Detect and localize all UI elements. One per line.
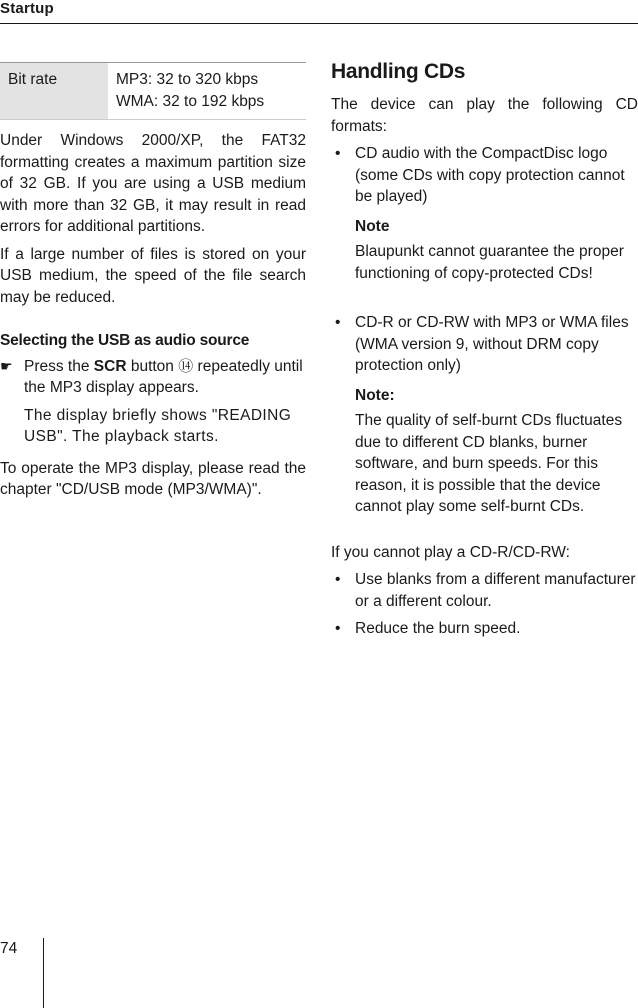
table-value-wma: WMA: 32 to 192 kbps: [116, 92, 265, 110]
step-text-post: repeatedly until the MP3 display appears.: [24, 357, 303, 396]
page-number: 74: [0, 940, 18, 957]
page-header-title: Startup: [0, 0, 54, 17]
left-column: [0, 62, 306, 501]
step-result-text: The display briefly shows "READING USB". The playback starts.: [24, 406, 292, 445]
usb-source-subheading: Selecting the USB as audio source: [0, 332, 250, 349]
pointing-hand-icon: ☛: [0, 357, 13, 374]
note-text: The quality of self-burnt CDs fluctuates due to different CD blanks, burner software, and burn speeds. For this reason, it is possible that the device cannot play some self-burnt CDs.: [355, 412, 623, 515]
table-value-mp3: MP3: 32 to 320 kbps: [116, 71, 259, 88]
table-row: [0, 63, 306, 120]
burn-speed-bullet-text: Reduce the burn speed.: [355, 620, 521, 637]
cdr-bullet-text: CD-R or CD-RW with MP3 or WMA files (WMA version 9, without DRM copy protection only): [355, 314, 629, 374]
bullet-icon: •: [335, 314, 341, 331]
bullet-icon: •: [335, 620, 341, 637]
button-number-14: ⑭: [178, 357, 194, 375]
right-column: [331, 58, 638, 640]
list-item: [331, 143, 638, 208]
file-search-paragraph: If a large number of files is stored on your USB medium, the speed of the file search may be reduced.: [0, 245, 306, 306]
note-title: Note: [355, 217, 390, 235]
mp3-display-paragraph: To operate the MP3 display, please read the chapter "CD/USB mode (MP3/WMA)".: [0, 459, 306, 498]
step-text-mid: button: [126, 357, 179, 375]
bitrate-table: [0, 62, 306, 120]
list-item: [331, 569, 638, 612]
cd-formats-intro: The device can play the following CD formats:: [331, 96, 638, 135]
note-title: Note:: [355, 386, 395, 404]
instruction-step: [0, 356, 306, 399]
note-text: Blaupunkt cannot guarantee the proper functioning of copy-protected CDs!: [355, 243, 624, 282]
footer-divider: [43, 938, 44, 1008]
bullet-icon: •: [335, 571, 341, 588]
table-value-cell: [108, 63, 306, 120]
scr-key-label: SCR: [93, 357, 127, 375]
list-item: [331, 618, 638, 640]
header-divider: [0, 23, 638, 24]
fat32-paragraph: Under Windows 2000/XP, the FAT32 formatting creates a maximum partition size of 32 GB. If you are using a USB medium with more than 32 GB, it may result in read errors for additional partitions.: [0, 132, 306, 235]
step-text-pre: Press the: [24, 357, 94, 375]
bullet-icon: •: [335, 145, 341, 162]
cannot-play-paragraph: If you cannot play a CD-R/CD-RW:: [331, 543, 570, 561]
blanks-bullet-text: Use blanks from a different manufacturer or a different colour.: [355, 571, 636, 610]
list-item: [331, 312, 638, 377]
handling-cds-heading: Handling CDs: [331, 60, 466, 83]
table-label-cell: Bit rate: [0, 63, 108, 120]
cd-audio-bullet-text: CD audio with the CompactDisc logo (some CDs with copy protection cannot be played): [355, 145, 625, 205]
